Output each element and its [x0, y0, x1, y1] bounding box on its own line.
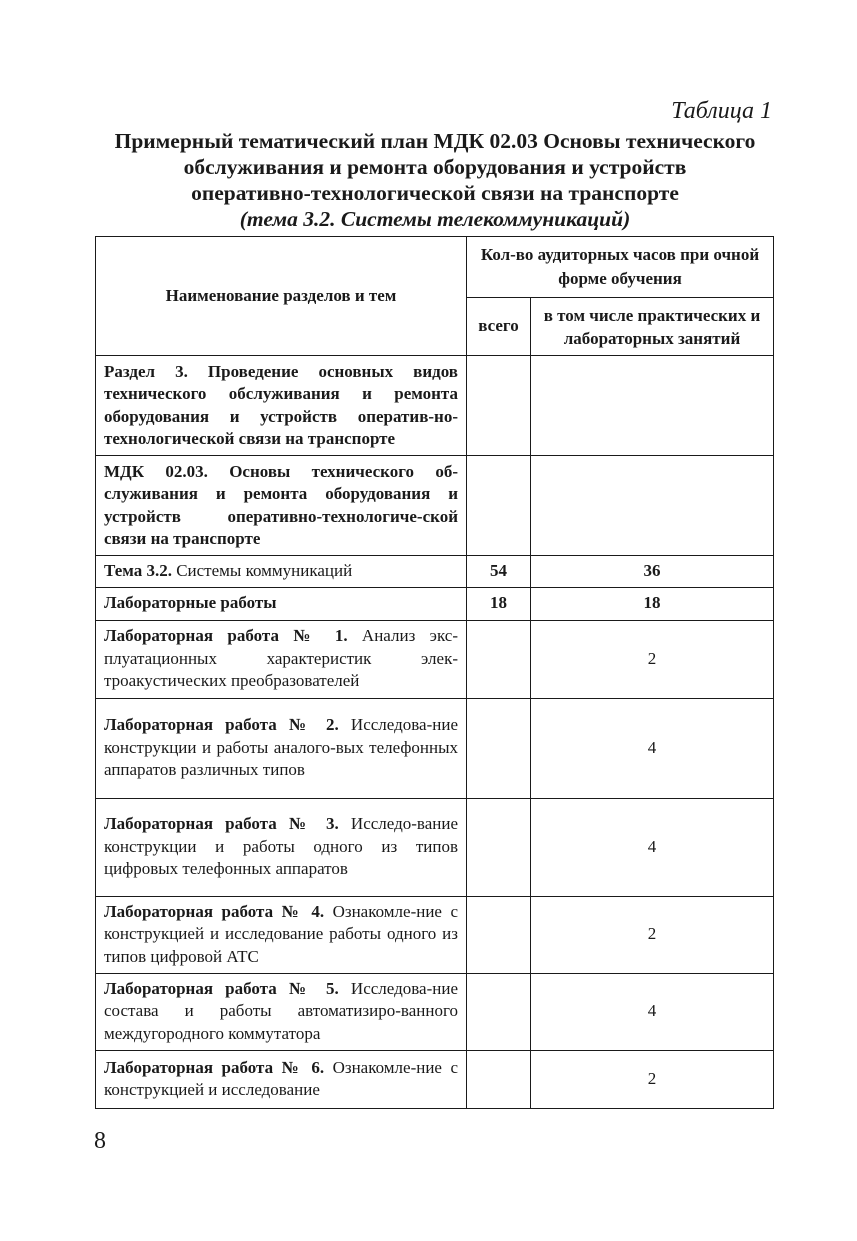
- row-name-text: Исследова-ние состава и работы автоматизиро-ванного междугородного коммутатора: [104, 978, 458, 1043]
- row-name-text: Системы коммуникаций: [171, 561, 353, 580]
- row-total: 18: [467, 587, 531, 620]
- row-name-bold: Раздел 3. Проведение основных видов технического обслуживания и ремонта оборудования и устройств оператив-но-технологической связи на транспорте: [104, 361, 458, 448]
- table-row: [96, 356, 774, 456]
- row-name: [96, 698, 467, 798]
- row-name: [96, 556, 467, 588]
- row-total: [467, 620, 531, 698]
- row-practical: [531, 356, 774, 456]
- row-practical: 18: [531, 587, 774, 620]
- row-total: 54: [467, 556, 531, 588]
- row-total: [467, 798, 531, 896]
- title-line: Примерный тематический план МДК 02.03 Основы технического: [114, 129, 756, 153]
- row-name-bold: Лабораторная работа № 6.: [104, 1057, 325, 1077]
- page-number: 8: [94, 1128, 106, 1154]
- row-name: [96, 456, 467, 556]
- row-total: [467, 1050, 531, 1108]
- row-practical: 36: [531, 556, 774, 588]
- table-row: [96, 556, 774, 588]
- table-row: [96, 1050, 774, 1108]
- header-practical: в том числе практических и лабораторных занятий: [531, 298, 774, 356]
- row-name-bold: Лабораторная работа № 4.: [104, 901, 325, 921]
- row-name-text: Анализ экс-плуатационных характеристик элек-троакустических преобразователей: [104, 626, 458, 691]
- thematic-plan-table: [95, 236, 774, 1109]
- table-row: [96, 973, 774, 1050]
- row-practical: 2: [531, 896, 774, 973]
- row-name: [96, 798, 467, 896]
- row-name-bold: Лабораторная работа № 5.: [104, 978, 339, 998]
- row-name: [96, 973, 467, 1050]
- title-subtitle: (тема 3.2. Системы телекоммуникаций): [239, 207, 631, 231]
- header-total: всего: [467, 298, 531, 356]
- row-total: [467, 456, 531, 556]
- row-total: [467, 698, 531, 798]
- table-row: [96, 587, 774, 620]
- table-caption: Таблица 1: [671, 98, 772, 124]
- table-title: [90, 128, 780, 232]
- table-row: [96, 620, 774, 698]
- row-name: [96, 1050, 467, 1108]
- header-name: Наименование разделов и тем: [96, 237, 467, 356]
- row-name-text: Ознакомле-ние с конструкцией и исследование: [104, 1057, 458, 1099]
- row-practical: 4: [531, 698, 774, 798]
- table-row: [96, 798, 774, 896]
- title-line: оперативно-технологической связи на транспорте: [191, 181, 679, 205]
- row-name-bold: Лабораторная работа № 2.: [104, 715, 339, 735]
- row-name-bold: Тема 3.2.: [104, 561, 172, 580]
- row-name-bold: Лабораторная работа № 3.: [104, 814, 339, 834]
- row-name-bold: МДК 02.03. Основы технического об-служивания и ремонта оборудования и устройств оперативно-технологиче-ской связи на транспорте: [104, 461, 458, 548]
- row-name: [96, 896, 467, 973]
- row-name: [96, 356, 467, 456]
- row-practical: 4: [531, 798, 774, 896]
- row-practical: 2: [531, 1050, 774, 1108]
- row-name: [96, 587, 467, 620]
- row-practical: 2: [531, 620, 774, 698]
- row-name-text: Исследо-вание конструкции и работы одного из типов цифровых телефонных аппаратов: [104, 814, 458, 879]
- row-practical: [531, 456, 774, 556]
- row-name-bold: Лабораторная работа № 1.: [104, 626, 348, 646]
- title-line: обслуживания и ремонта оборудования и устройств: [183, 155, 687, 179]
- table-row: [96, 698, 774, 798]
- table-row: [96, 896, 774, 973]
- row-total: [467, 356, 531, 456]
- row-name-text: Ознакомле-ние с конструкцией и исследование работы одного из типов цифровой АТС: [104, 901, 458, 966]
- row-total: [467, 896, 531, 973]
- row-practical: 4: [531, 973, 774, 1050]
- row-name-bold: Лабораторные работы: [104, 593, 277, 613]
- row-total: [467, 973, 531, 1050]
- row-name: [96, 620, 467, 698]
- row-name-text: Исследова-ние конструкции и работы аналого-вых телефонных аппаратов различных типов: [104, 715, 458, 780]
- header-hours-group: Кол-во аудиторных часов при очной форме обучения: [467, 237, 774, 298]
- table-row: [96, 456, 774, 556]
